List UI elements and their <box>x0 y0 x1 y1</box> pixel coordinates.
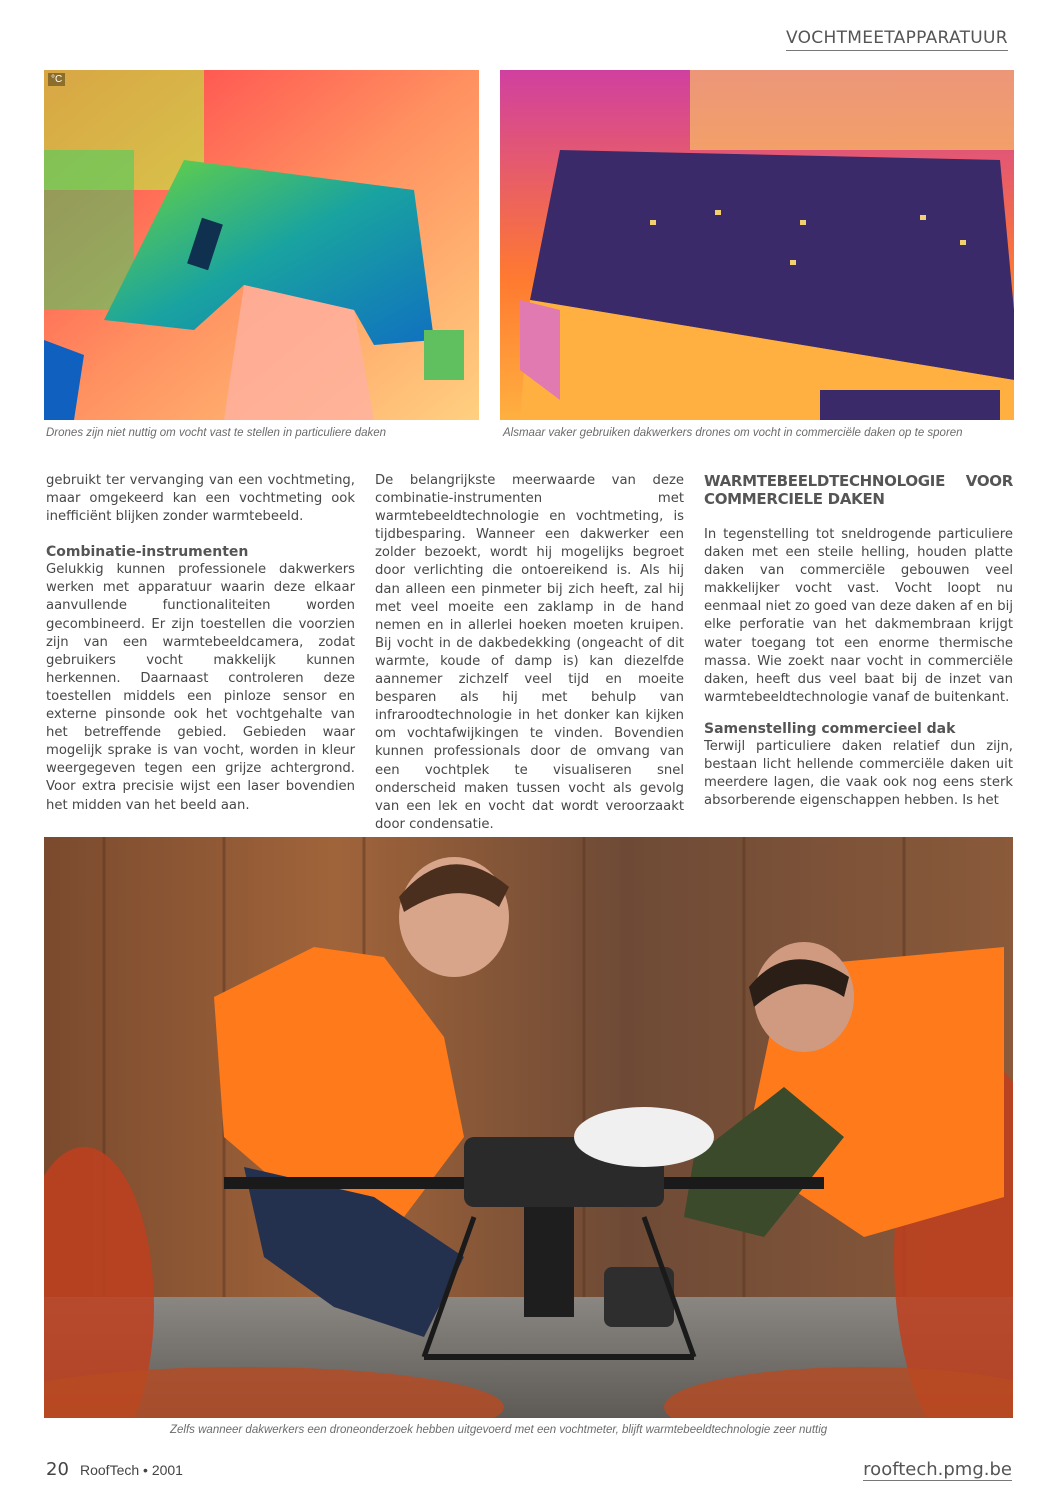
image-caption-left: Drones zijn niet nuttig om vocht vast te stellen in particuliere daken <box>46 427 387 439</box>
section-title: VOCHTMEETAPPARATUUR <box>786 28 1008 51</box>
thermal-image-commercial <box>500 70 1014 420</box>
image-caption-bottom: Zelfs wanneer dakwerkers een droneonderzoek hebben uitgevoerd met een vochtmeter, blijft warmtebeeldtechnologie zeer nuttig <box>170 1424 828 1436</box>
temperature-unit-label: °C <box>48 73 65 86</box>
paragraph-commercieel: In tegenstelling tot sneldrogende particuliere daken met een steile helling, houden platte daken van commerciële gebouwen veel makkelijker vocht vast. Vocht loopt nu eenmaal niet zo goed van deze daken af en bij elke perforatie van het dakmembraan krijgt water toegang tot een enorme thermische massa. Wie zoekt naar vocht in commerciële daken, heeft dus veel baat bij de inzet van warmtebeeldtechnologie vanaf de buitenkant. <box>704 527 1013 705</box>
subheading-samenstelling: Samenstelling commercieel dak <box>704 720 956 737</box>
section-heading-warmtebeeld: WARMTEBEELDTECHNOLOGIE VOOR COMMERCIELE DAKEN <box>704 472 1013 508</box>
thermal-image-residential <box>44 70 479 420</box>
text-column-2 <box>375 472 684 834</box>
website-link[interactable]: rooftech.pmg.be <box>863 1459 1012 1480</box>
text-column-3 <box>704 472 1013 810</box>
image-caption-right: Alsmaar vaker gebruiken dakwerkers drones om vocht in commerciële daken op te sporen <box>503 427 963 439</box>
paragraph-meerwaarde: De belangrijkste meerwaarde van deze combinatie-instrumenten met warmtebeeldtechnologie en vochtmeting, is tijdbesparing. Wanneer een dakwerker een zolder bezoekt, wordt hij mogelijks begroet door verlichting die ontoereikend is. Als hij dan alleen een pinmeter bij zich heeft, zal hij met veel moeite een zaklamp in de hand nemen en in allerlei hoeken moeten kruipen. Bij vocht in de dakbedekking (ongeacht of dit warmte, koude of damp is) kan diezelfde aannemer zichzelf veel tijd en moeite besparen als hij met behulp van infraroodtechnologie in het donker kan kijken om vochtafwijkingen te vinden. Bovendien kunnen professionals door de omvang van een vochtplek te visualiseren snel onderscheid maken tussen vocht als gevolg van een lek en vocht dat wordt veroorzaakt door condensatie. <box>375 473 684 832</box>
paragraph-samenstelling: Terwijl particuliere daken relatief dun zijn, bestaan licht hellende commerciële daken uit meerdere lagen, die vaak ook nog eens sterk absorberende eigenschappen hebben. Is het <box>704 738 1013 809</box>
paragraph-intro: gebruikt ter vervanging van een vochtmeting, maar omgekeerd kan een vochtmeting ook inefficiënt blijken zonder warmtebeeld. <box>46 473 355 525</box>
paragraph-combinatie: Gelukkig kunnen professionele dakwerkers werken met apparatuur waarin deze elkaar aanvullende functionaliteiten worden gecombineerd. Er zijn toestellen die voorzien zijn van een warmtebeeldcamera, zodat gebruikers vocht makkelijk kunnen herkennen. Daarnaast controleren deze toestellen middels een pinloze sensor en externe pinsonde ook het vochtgehalte van het betreffende gebied. Gebieden waar mogelijk sprake is van vocht, worden in kleur weergegeven tegen een grijze achtergrond. Voor extra precisie wijst een laser bovendien het midden van het beeld aan. <box>46 562 355 813</box>
magazine-issue: RoofTech • 2001 <box>80 1462 183 1478</box>
subheading-combinatie: Combinatie-instrumenten <box>46 544 249 561</box>
text-column-1 <box>46 472 355 815</box>
drone-photo <box>44 837 1013 1418</box>
page-number: 20 <box>46 1459 69 1480</box>
